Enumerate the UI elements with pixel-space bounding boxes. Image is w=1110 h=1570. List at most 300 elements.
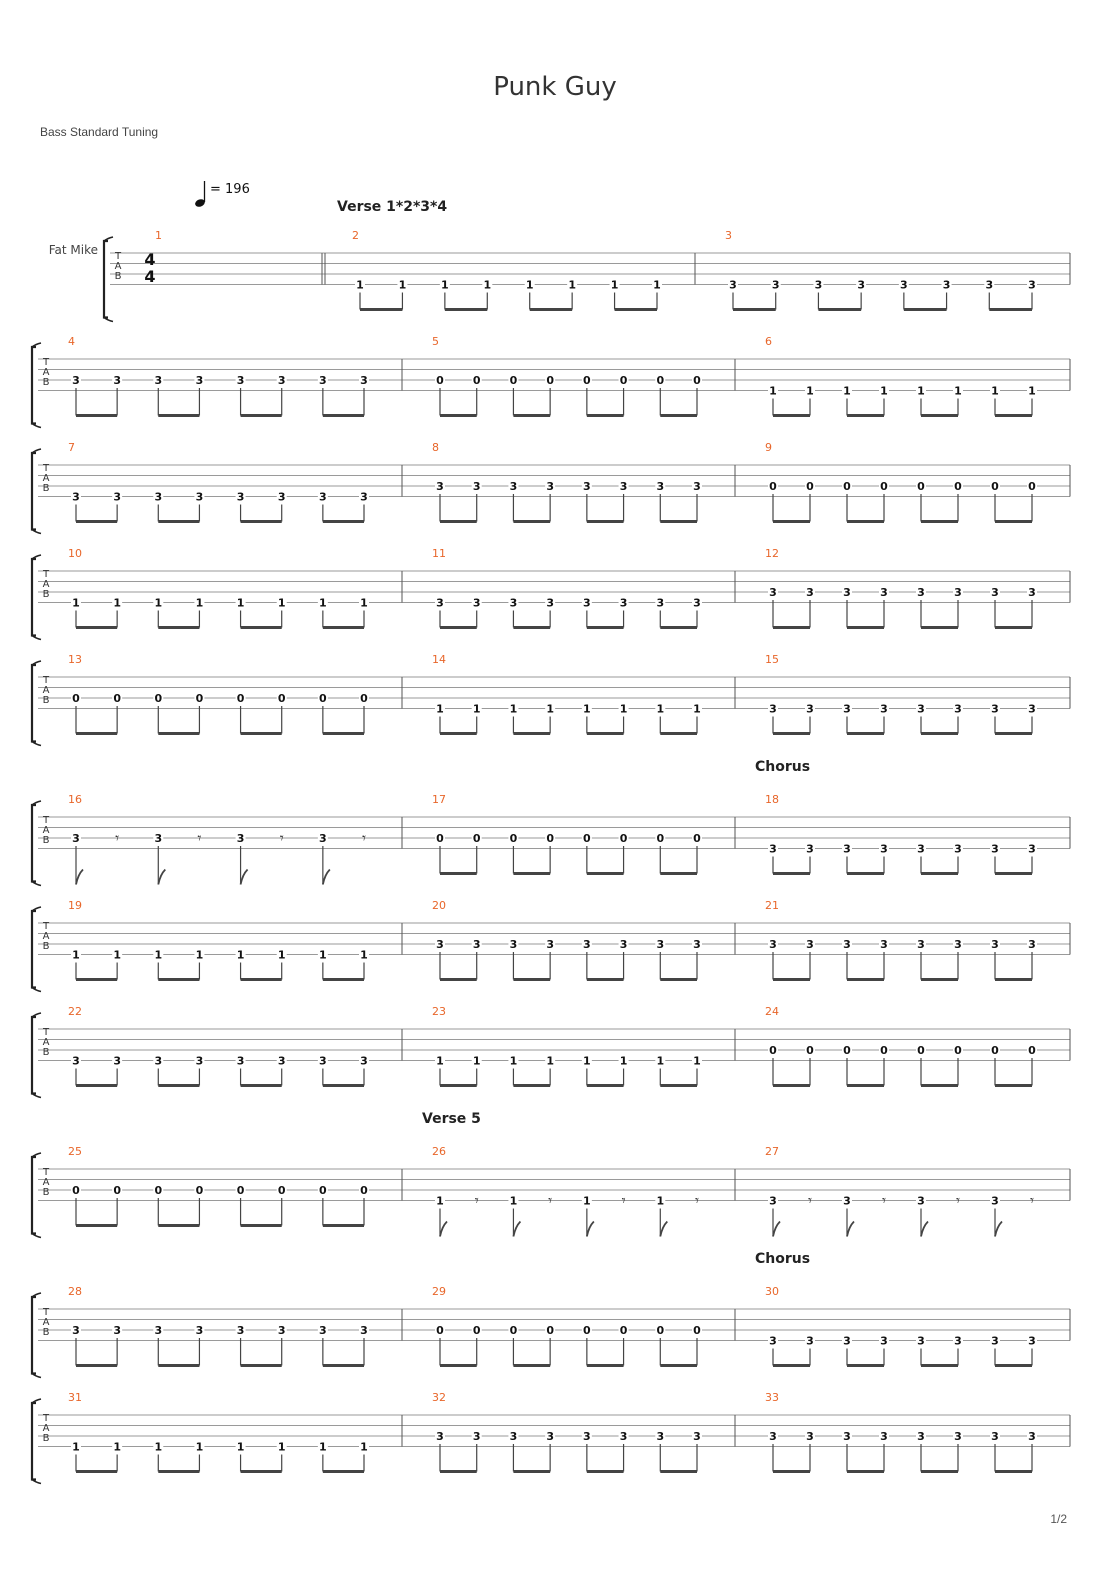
fret-number: 3	[880, 702, 888, 716]
bracket-tip	[32, 424, 41, 428]
fret-number: 1	[72, 1440, 80, 1454]
fret-number: 0	[583, 832, 591, 845]
bracket-tip	[32, 343, 41, 347]
fret-number: 3	[769, 842, 777, 856]
measure	[68, 441, 369, 522]
measure	[765, 547, 1037, 628]
fret-number: 3	[619, 596, 628, 610]
measure	[765, 899, 1037, 980]
measure	[765, 1145, 1034, 1237]
measure	[432, 1005, 702, 1086]
measure	[432, 653, 702, 734]
tab-clef-letter: T	[42, 357, 50, 368]
note-flag	[995, 1222, 1002, 1237]
measure	[68, 899, 369, 980]
fret-number: 1	[583, 1054, 591, 1068]
system-bracket	[32, 453, 36, 530]
bracket-tip	[32, 742, 41, 746]
fret-number: 1	[880, 384, 888, 398]
fret-number: 0	[72, 1184, 80, 1197]
measure	[68, 335, 369, 416]
fret-number: 3	[729, 278, 737, 292]
note-flag	[158, 870, 165, 885]
bracket-tip	[32, 907, 41, 911]
staff-system	[32, 1391, 1070, 1484]
fret-number: 1	[769, 384, 777, 398]
measure	[422, 1111, 699, 1237]
fret-number: 0	[619, 374, 628, 387]
measure	[432, 1391, 702, 1472]
fret-number: 3	[954, 586, 962, 599]
fret-number: 3	[277, 1324, 286, 1337]
fret-number: 1	[113, 948, 121, 962]
measure-number: 1	[155, 229, 162, 242]
measure-number: 19	[68, 899, 82, 912]
measure	[765, 1391, 1037, 1472]
measure-number: 28	[68, 1285, 82, 1298]
fret-number: 0	[509, 374, 518, 387]
tab-clef-letter: A	[42, 825, 50, 836]
tab-clef-letter: A	[42, 685, 50, 696]
fret-number: 3	[843, 842, 851, 856]
staff-system	[32, 441, 1070, 534]
tab-clef-letter: B	[42, 483, 50, 494]
fret-number: 3	[1028, 1334, 1036, 1348]
fret-number: 0	[583, 1324, 591, 1337]
bracket-tip	[104, 237, 113, 241]
fret-number: 1	[195, 1440, 204, 1454]
tab-clef-letter: B	[42, 1327, 50, 1338]
note-flag	[921, 1222, 928, 1237]
fret-number: 0	[277, 692, 286, 705]
fret-number: 1	[472, 702, 481, 716]
tab-clef-letter: T	[42, 921, 50, 932]
fret-number: 3	[72, 1054, 80, 1068]
fret-number: 0	[472, 832, 481, 845]
fret-number: 0	[509, 832, 518, 845]
fret-number: 1	[195, 948, 204, 962]
section-label: Chorus	[755, 759, 811, 775]
fret-number: 0	[954, 1044, 962, 1057]
fret-number: 3	[693, 938, 701, 951]
fret-number: 0	[769, 480, 777, 493]
tab-clef-letter: A	[42, 1317, 50, 1328]
measure-number: 9	[765, 441, 772, 454]
fret-number: 3	[72, 1324, 80, 1337]
measure-number: 26	[432, 1145, 446, 1158]
fret-number: 3	[154, 374, 163, 387]
staff-system	[32, 547, 1070, 640]
fret-number: 1	[436, 1194, 444, 1208]
measure	[432, 793, 702, 874]
fret-number: 3	[954, 938, 962, 951]
fret-number: 0	[769, 1044, 777, 1057]
tab-clef-letter: B	[42, 1187, 50, 1198]
fret-number: 3	[546, 480, 554, 493]
eighth-rest-icon: 𝄾	[621, 1191, 626, 1210]
tempo-marking	[194, 181, 250, 208]
fret-number: 1	[1028, 384, 1036, 398]
fret-number: 1	[113, 1440, 121, 1454]
fret-number: 3	[360, 490, 368, 504]
fret-number: 1	[319, 596, 327, 610]
fret-number: 3	[509, 1430, 518, 1443]
fret-number: 3	[954, 842, 962, 856]
fret-number: 0	[583, 374, 591, 387]
eighth-rest-icon: 𝄾	[1030, 1191, 1034, 1210]
fret-number: 1	[546, 1054, 554, 1068]
fret-number: 1	[356, 278, 364, 292]
fret-number: 3	[1028, 938, 1036, 951]
fret-number: 3	[546, 938, 554, 951]
fret-number: 0	[843, 480, 851, 493]
bracket-tip	[32, 449, 41, 453]
staff-system	[32, 653, 1070, 746]
fret-number: 0	[195, 1184, 204, 1197]
note-flag	[847, 1222, 854, 1237]
fret-number: 3	[509, 938, 518, 951]
fret-number: 0	[546, 832, 554, 845]
fret-number: 1	[610, 278, 619, 292]
fret-number: 1	[72, 596, 80, 610]
fret-number: 3	[154, 832, 163, 845]
tab-clef-letter: A	[42, 579, 50, 590]
tab-clef-letter: A	[42, 1423, 50, 1434]
fret-number: 0	[806, 480, 814, 493]
fret-number: 0	[236, 692, 245, 705]
fret-number: 3	[436, 1430, 444, 1443]
tab-clef-letter: B	[114, 271, 122, 282]
fret-number: 1	[236, 948, 245, 962]
fret-number: 3	[472, 938, 481, 951]
fret-number: 3	[619, 1430, 628, 1443]
staff-system	[32, 1111, 1070, 1238]
measure	[765, 653, 1037, 734]
fret-number: 3	[546, 1430, 554, 1443]
fret-number: 3	[814, 278, 823, 292]
fret-number: 3	[319, 832, 327, 845]
system-bracket	[32, 665, 36, 742]
fret-number: 3	[656, 596, 665, 610]
tab-clef-letter: T	[42, 1167, 50, 1178]
fret-number: 3	[985, 278, 994, 292]
fret-number: 3	[236, 374, 245, 387]
fret-number: 3	[917, 842, 925, 856]
fret-number: 3	[991, 1430, 999, 1443]
fret-number: 1	[360, 596, 368, 610]
fret-number: 3	[769, 586, 777, 599]
fret-number: 3	[991, 1334, 999, 1348]
fret-number: 1	[319, 1440, 327, 1454]
fret-number: 3	[917, 1194, 925, 1208]
fret-number: 0	[656, 374, 665, 387]
fret-number: 3	[991, 938, 999, 951]
measure	[68, 1005, 369, 1086]
tab-clef-letter: B	[42, 941, 50, 952]
tab-clef-letter: T	[42, 463, 50, 474]
bracket-tip	[32, 636, 41, 640]
time-signature-bottom: 4	[144, 267, 156, 286]
tab-clef-letter: B	[42, 1047, 50, 1058]
note-flag	[241, 870, 248, 885]
fret-number: 0	[1028, 1044, 1036, 1057]
bracket-tip	[32, 1234, 41, 1238]
bracket-tip	[32, 1374, 41, 1378]
tempo-value: = 196	[210, 182, 250, 197]
fret-number: 1	[72, 948, 80, 962]
fret-number: 3	[277, 490, 286, 504]
fret-number: 3	[319, 1054, 327, 1068]
bracket-tip	[32, 1399, 41, 1403]
bracket-tip	[32, 882, 41, 886]
fret-number: 1	[509, 1054, 518, 1068]
fret-number: 0	[991, 480, 999, 493]
fret-number: 1	[954, 384, 962, 398]
bracket-tip	[104, 318, 113, 322]
fret-number: 1	[843, 384, 851, 398]
tab-clef-letter: A	[42, 1177, 50, 1188]
fret-number: 3	[917, 938, 925, 951]
fret-number: 3	[277, 1054, 286, 1068]
fret-number: 3	[769, 1430, 777, 1443]
fret-number: 1	[619, 702, 628, 716]
measure-number: 25	[68, 1145, 82, 1158]
measure	[337, 199, 662, 310]
fret-number: 3	[656, 938, 665, 951]
fret-number: 1	[509, 702, 518, 716]
fret-number: 0	[880, 480, 888, 493]
eighth-rest-icon: 𝄾	[956, 1191, 960, 1210]
measure	[68, 653, 369, 734]
fret-number: 3	[113, 1054, 121, 1068]
tab-clef-letter: B	[42, 377, 50, 388]
measure-number: 31	[68, 1391, 82, 1404]
fret-number: 1	[806, 384, 814, 398]
tab-clef-letter: B	[42, 589, 50, 600]
fret-number: 0	[880, 1044, 888, 1057]
fret-number: 3	[991, 842, 999, 856]
tab-clef-letter: T	[42, 569, 50, 580]
fret-number: 3	[195, 374, 204, 387]
fret-number: 0	[656, 832, 665, 845]
fret-number: 3	[917, 1430, 925, 1443]
staff-system	[32, 335, 1070, 428]
fret-number: 3	[319, 490, 327, 504]
fret-number: 3	[236, 1054, 245, 1068]
tab-clef-letter: T	[42, 1307, 50, 1318]
fret-number: 3	[546, 596, 554, 610]
fret-number: 3	[656, 1430, 665, 1443]
fret-number: 3	[195, 490, 204, 504]
tab-clef-letter: A	[42, 473, 50, 484]
system-bracket	[32, 805, 36, 882]
fret-number: 1	[436, 702, 444, 716]
fret-number: 3	[1028, 842, 1036, 856]
fret-number: 1	[113, 596, 121, 610]
fret-number: 1	[319, 948, 327, 962]
note-flag	[773, 1222, 780, 1237]
fret-number: 3	[917, 586, 925, 599]
note-flag	[660, 1222, 667, 1237]
eighth-rest-icon: 𝄾	[362, 829, 366, 847]
measure	[432, 1285, 702, 1366]
fret-number: 3	[693, 1430, 701, 1443]
measure-number: 7	[68, 441, 75, 454]
tuning-label: Bass Standard Tuning	[40, 125, 159, 139]
fret-number: 3	[360, 374, 368, 387]
tab-clef-letter: A	[42, 931, 50, 942]
fret-number: 1	[236, 1440, 245, 1454]
fret-number: 3	[360, 1324, 368, 1337]
eighth-rest-icon: 𝄾	[115, 829, 120, 847]
fret-number: 0	[693, 832, 701, 845]
fret-number: 3	[72, 374, 80, 387]
fret-number: 1	[277, 596, 286, 610]
measure	[755, 759, 1037, 874]
eighth-rest-icon: 𝄾	[197, 829, 202, 847]
fret-number: 0	[546, 374, 554, 387]
system-bracket	[32, 559, 36, 636]
fret-number: 0	[195, 692, 204, 705]
fret-number: 3	[656, 480, 665, 493]
measure	[765, 441, 1037, 522]
fret-number: 3	[113, 1324, 121, 1337]
staff-system	[32, 899, 1070, 992]
bracket-tip	[32, 988, 41, 992]
fret-number: 3	[509, 596, 518, 610]
fret-number: 3	[583, 480, 591, 493]
fret-number: 3	[769, 938, 777, 951]
measure-number: 10	[68, 547, 82, 560]
measure	[755, 1251, 1037, 1366]
measure-number: 6	[765, 335, 772, 348]
fret-number: 3	[843, 1430, 851, 1443]
fret-number: 3	[843, 1334, 851, 1348]
tab-clef-letter: A	[42, 1037, 50, 1048]
tab-clef-letter: T	[42, 815, 50, 826]
measure	[68, 1285, 369, 1366]
bracket-tip	[32, 661, 41, 665]
fret-number: 0	[154, 692, 163, 705]
tab-clef-letter: B	[42, 835, 50, 846]
fret-number: 1	[195, 596, 204, 610]
fret-number: 3	[236, 490, 245, 504]
fret-number: 0	[277, 1184, 286, 1197]
fret-number: 3	[619, 938, 628, 951]
fret-number: 3	[236, 1324, 245, 1337]
fret-number: 3	[1028, 278, 1036, 292]
tab-clef-letter: T	[114, 251, 122, 262]
fret-number: 3	[991, 702, 999, 716]
fret-number: 0	[619, 832, 628, 845]
measure-number: 4	[68, 335, 75, 348]
bracket-tip	[32, 1293, 41, 1297]
fret-number: 3	[942, 278, 951, 292]
fret-number: 3	[843, 586, 851, 599]
eighth-rest-icon: 𝄾	[548, 1191, 553, 1210]
fret-number: 1	[656, 702, 665, 716]
eighth-rest-icon: 𝄾	[882, 1191, 886, 1210]
fret-number: 3	[154, 490, 163, 504]
fret-number: 3	[843, 938, 851, 951]
system-bracket	[32, 1017, 36, 1094]
fret-number: 3	[472, 480, 481, 493]
fret-number: 1	[472, 1054, 481, 1068]
measure-number: 2	[352, 229, 359, 242]
note-flag	[513, 1222, 520, 1237]
tab-clef-letter: T	[42, 675, 50, 686]
measure-number: 30	[765, 1285, 779, 1298]
fret-number: 3	[472, 1430, 481, 1443]
fret-number: 0	[319, 692, 327, 705]
fret-number: 3	[1028, 586, 1036, 599]
fret-number: 3	[154, 1324, 163, 1337]
fret-number: 0	[319, 1184, 327, 1197]
fret-number: 3	[583, 596, 591, 610]
fret-number: 3	[806, 1430, 814, 1443]
fret-number: 3	[954, 1334, 962, 1348]
measure-number: 13	[68, 653, 82, 666]
fret-number: 3	[693, 480, 701, 493]
fret-number: 3	[436, 938, 444, 951]
measure-number: 24	[765, 1005, 779, 1018]
instrument-name: Fat Mike	[48, 243, 98, 257]
fret-number: 3	[991, 586, 999, 599]
fret-number: 1	[583, 702, 591, 716]
fret-number: 3	[277, 374, 286, 387]
system-bracket	[32, 347, 36, 424]
song-title: Punk Guy	[493, 72, 617, 102]
fret-number: 3	[360, 1054, 368, 1068]
fret-number: 1	[277, 948, 286, 962]
fret-number: 1	[154, 948, 163, 962]
bracket-tip	[32, 1094, 41, 1098]
fret-number: 3	[900, 278, 908, 292]
measure	[68, 547, 369, 628]
bracket-tip	[32, 1480, 41, 1484]
fret-number: 1	[583, 1194, 591, 1208]
system-bracket	[32, 1297, 36, 1374]
fret-number: 0	[436, 832, 444, 845]
fret-number: 1	[656, 1054, 665, 1068]
bracket-tip	[32, 801, 41, 805]
fret-number: 3	[769, 1194, 777, 1208]
measure-number: 8	[432, 441, 439, 454]
fret-number: 3	[880, 938, 888, 951]
fret-number: 0	[954, 480, 962, 493]
fret-number: 3	[880, 1334, 888, 1348]
fret-number: 1	[277, 1440, 286, 1454]
fret-number: 0	[113, 1184, 121, 1197]
page-number: 1/2	[1050, 1512, 1067, 1526]
fret-number: 3	[436, 596, 444, 610]
fret-number: 0	[472, 374, 481, 387]
fret-number: 1	[619, 1054, 628, 1068]
fret-number: 3	[472, 596, 481, 610]
fret-number: 0	[509, 1324, 518, 1337]
fret-number: 1	[360, 1440, 368, 1454]
measure-number: 27	[765, 1145, 779, 1158]
fret-number: 1	[436, 1054, 444, 1068]
measure-number: 18	[765, 793, 779, 806]
measure-number: 33	[765, 1391, 779, 1404]
measure	[725, 229, 1037, 310]
measure-number: 11	[432, 547, 446, 560]
fret-number: 1	[653, 278, 661, 292]
tab-clef-letter: T	[42, 1027, 50, 1038]
section-label: Verse 1*2*3*4	[337, 199, 448, 215]
fret-number: 3	[806, 1334, 814, 1348]
